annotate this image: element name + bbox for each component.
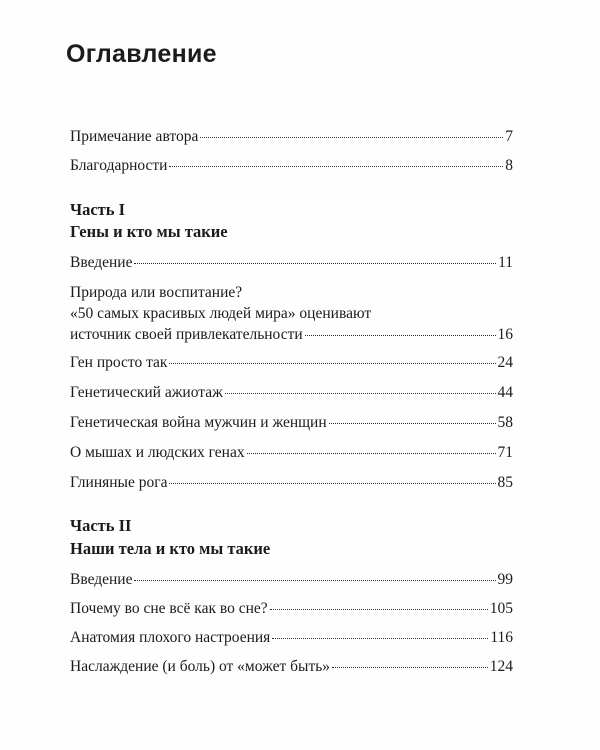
part-1-label: Часть I (70, 200, 126, 219)
toc-page-number: 71 (497, 444, 513, 461)
dot-leader (270, 609, 488, 610)
toc-entry[interactable] (70, 443, 513, 463)
toc-page-number: 58 (497, 414, 513, 431)
toc-entry-label: Наслаждение (и боль) от «может быть» (70, 658, 331, 675)
page-title: Оглавление (66, 40, 217, 68)
toc-entry-line: «50 самых красивых людей мира» оценивают (70, 305, 372, 322)
dot-leader (225, 393, 496, 394)
toc-entry-author-note[interactable] (70, 127, 513, 147)
toc-entry[interactable] (70, 599, 513, 619)
dot-leader (329, 423, 496, 424)
dot-leader (134, 263, 496, 264)
toc-entry-label: Генетический ажиотаж (70, 384, 223, 401)
part-2-label: Часть II (70, 516, 132, 535)
dot-leader (200, 137, 503, 138)
dot-leader (169, 166, 503, 167)
toc-entry-line: Природа или воспитание? (70, 284, 243, 301)
part-1-title: Гены и кто мы такие (70, 222, 228, 241)
toc-entry[interactable] (70, 657, 513, 677)
toc-entry-label: Глиняные рога (70, 474, 168, 491)
toc-entry-label: Введение (70, 571, 133, 588)
dot-leader (134, 580, 495, 581)
toc-page-number: 11 (498, 254, 513, 271)
toc-entry-label: Примечание автора (70, 128, 199, 145)
toc-entry[interactable] (70, 383, 513, 403)
toc-entry[interactable] (70, 628, 513, 648)
dot-leader (169, 483, 495, 484)
dot-leader (272, 638, 488, 639)
toc-entry-label: Ген просто так (70, 354, 168, 371)
toc-entry-label: Генетическая война мужчин и женщин (70, 414, 327, 431)
toc-entry-label: Введение (70, 254, 133, 271)
toc-entry[interactable] (70, 570, 513, 590)
toc-entry-label: Анатомия плохого настроения (70, 629, 271, 646)
toc-page-number: 99 (497, 571, 513, 588)
toc-entry-label: Благодарности (70, 157, 168, 174)
toc-page-number: 44 (497, 384, 513, 401)
toc-entry[interactable] (70, 253, 513, 273)
toc-page-number: 105 (489, 600, 513, 617)
toc-page-number: 116 (490, 629, 513, 646)
toc-page-number: 85 (497, 474, 513, 491)
toc-entry-label: источник своей привлекательности (70, 326, 303, 343)
toc-entry-acknowledgements[interactable] (70, 156, 513, 176)
dot-leader (305, 335, 496, 336)
toc-entry[interactable] (70, 353, 513, 373)
toc-entry[interactable] (70, 413, 513, 433)
toc-page-number: 124 (489, 658, 513, 675)
toc-page-number: 7 (505, 128, 513, 145)
toc-entry-label: Почему во сне всё как во сне? (70, 600, 268, 617)
toc-entry-label: О мышах и людских генах (70, 444, 245, 461)
dot-leader (247, 453, 496, 454)
dot-leader (332, 667, 488, 668)
toc-page-number: 16 (497, 326, 513, 343)
toc-page-number: 24 (497, 354, 513, 371)
part-2-title: Наши тела и кто мы такие (70, 539, 271, 558)
dot-leader (169, 363, 495, 364)
toc-page-number: 8 (505, 157, 513, 174)
toc-entry-multiline[interactable] (70, 282, 513, 345)
toc-entry[interactable] (70, 473, 513, 493)
